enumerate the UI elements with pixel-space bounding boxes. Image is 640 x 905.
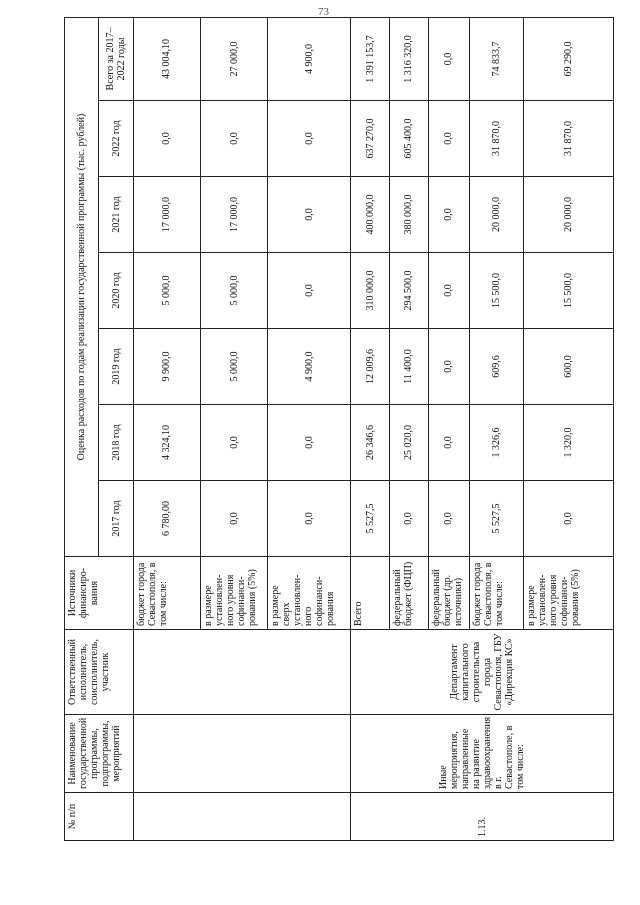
cell-value: 0,0 [428,329,469,405]
cell-value: 5 000,0 [200,329,268,405]
rotated-table-wrapper [64,21,614,841]
cell-source: в размере установлен-ного уровня софинанси-рования (5%) [523,557,614,630]
cell-value: 4 900,0 [268,329,351,405]
cell-num: 1.13. [351,793,614,841]
cell-value: 26 346,6 [351,405,390,481]
cell-value: 20 000,0 [523,177,614,253]
cell-responsible [133,630,350,715]
budget-table [64,17,614,841]
cell-source: бюджет города Севастополя, в том числе: [469,557,523,630]
cell-value: 5 527,5 [351,481,390,557]
cell-value: 0,0 [268,101,351,177]
header-year: 2018 год [99,405,133,481]
header-num: № п/п [65,793,134,841]
cell-source: в размере установлен-ного уровня софинанси-рования (5%) [200,557,268,630]
header-year: 2019 год [99,329,133,405]
cell-value: 0,0 [268,481,351,557]
cell-value: 5 000,0 [200,253,268,329]
cell-value: 600,0 [523,329,614,405]
header-year: 2017 год [99,481,133,557]
cell-value: 9 900,0 [133,329,200,405]
cell-value: 294 500,0 [390,253,429,329]
cell-value: 0,0 [428,101,469,177]
cell-value: 17 000,0 [133,177,200,253]
cell-value-total: 1 391 153,7 [351,17,390,100]
cell-value-total: 43 004,10 [133,17,200,100]
cell-name [133,715,350,793]
cell-name: Иные мероприятия, направленные на развитие здравоохранения в г. Севастополе, в том числе: [351,715,614,793]
header-name: Наименование государственной программы, подпрограммы, мероприятий [65,715,134,793]
cell-value: 12 009,6 [351,329,390,405]
cell-value: 0,0 [390,481,429,557]
cell-value: 637 270,0 [351,101,390,177]
cell-value: 0,0 [428,481,469,557]
header-estimate: Оценка расходов по годам реализации государственной программы (тыс. рублей) [65,17,99,556]
cell-num [133,793,350,841]
cell-value: 11 400,0 [390,329,429,405]
cell-source: бюджет города Севастополя, в том числе: [133,557,200,630]
cell-value: 0,0 [133,101,200,177]
cell-value: 0,0 [268,253,351,329]
cell-value: 5 527,5 [469,481,523,557]
header-sources: Источники финансиро-вания [65,557,134,630]
cell-value-total: 0,0 [428,17,469,100]
cell-value: 0,0 [268,405,351,481]
cell-value: 4 324,10 [133,405,200,481]
cell-value: 0,0 [523,481,614,557]
cell-value: 5 000,0 [133,253,200,329]
cell-value: 605 400,0 [390,101,429,177]
cell-value: 0,0 [268,177,351,253]
header-year: 2021 год [99,177,133,253]
cell-responsible: Департамент капитального строительства города Севастополя, ГБУ «Дирекция КС» [351,630,614,715]
cell-value: 400 000,0 [351,177,390,253]
cell-value: 15 500,0 [469,253,523,329]
header-year: 2022 год [99,101,133,177]
cell-value: 0,0 [200,405,268,481]
cell-value-total: 69 290,0 [523,17,614,100]
cell-value: 6 780,00 [133,481,200,557]
cell-value: 380 000,0 [390,177,429,253]
cell-value: 20 000,0 [469,177,523,253]
cell-value: 17 000,0 [200,177,268,253]
cell-value: 31 870,0 [469,101,523,177]
header-year-total: Всего за 2017–2022 годы [99,17,133,100]
cell-source: Всего [351,557,390,630]
cell-source: федеральный бюджет (др. источники) [428,557,469,630]
cell-value: 609,6 [469,329,523,405]
cell-source: федеральный бюджет (ФЦП) [390,557,429,630]
table-row [351,17,390,840]
header-year: 2020 год [99,253,133,329]
cell-value: 0,0 [428,253,469,329]
cell-source: в размере сверх установлен-ного софинанси-рования [268,557,351,630]
cell-value-total: 74 833,7 [469,17,523,100]
cell-value: 25 020,0 [390,405,429,481]
cell-value: 0,0 [428,405,469,481]
cell-value: 31 870,0 [523,101,614,177]
cell-value-total: 4 900,0 [268,17,351,100]
cell-value-total: 27 000,0 [200,17,268,100]
cell-value: 1 320,0 [523,405,614,481]
table-row [133,17,200,840]
cell-value: 0,0 [200,101,268,177]
cell-value: 0,0 [200,481,268,557]
cell-value: 0,0 [428,177,469,253]
header-responsible: Ответственный исполнитель, соисполнитель, участник [65,630,134,715]
cell-value: 15 500,0 [523,253,614,329]
page-number: 73 [318,6,329,18]
cell-value: 1 326,6 [469,405,523,481]
cell-value-total: 1 316 320,0 [390,17,429,100]
cell-value: 310 000,0 [351,253,390,329]
